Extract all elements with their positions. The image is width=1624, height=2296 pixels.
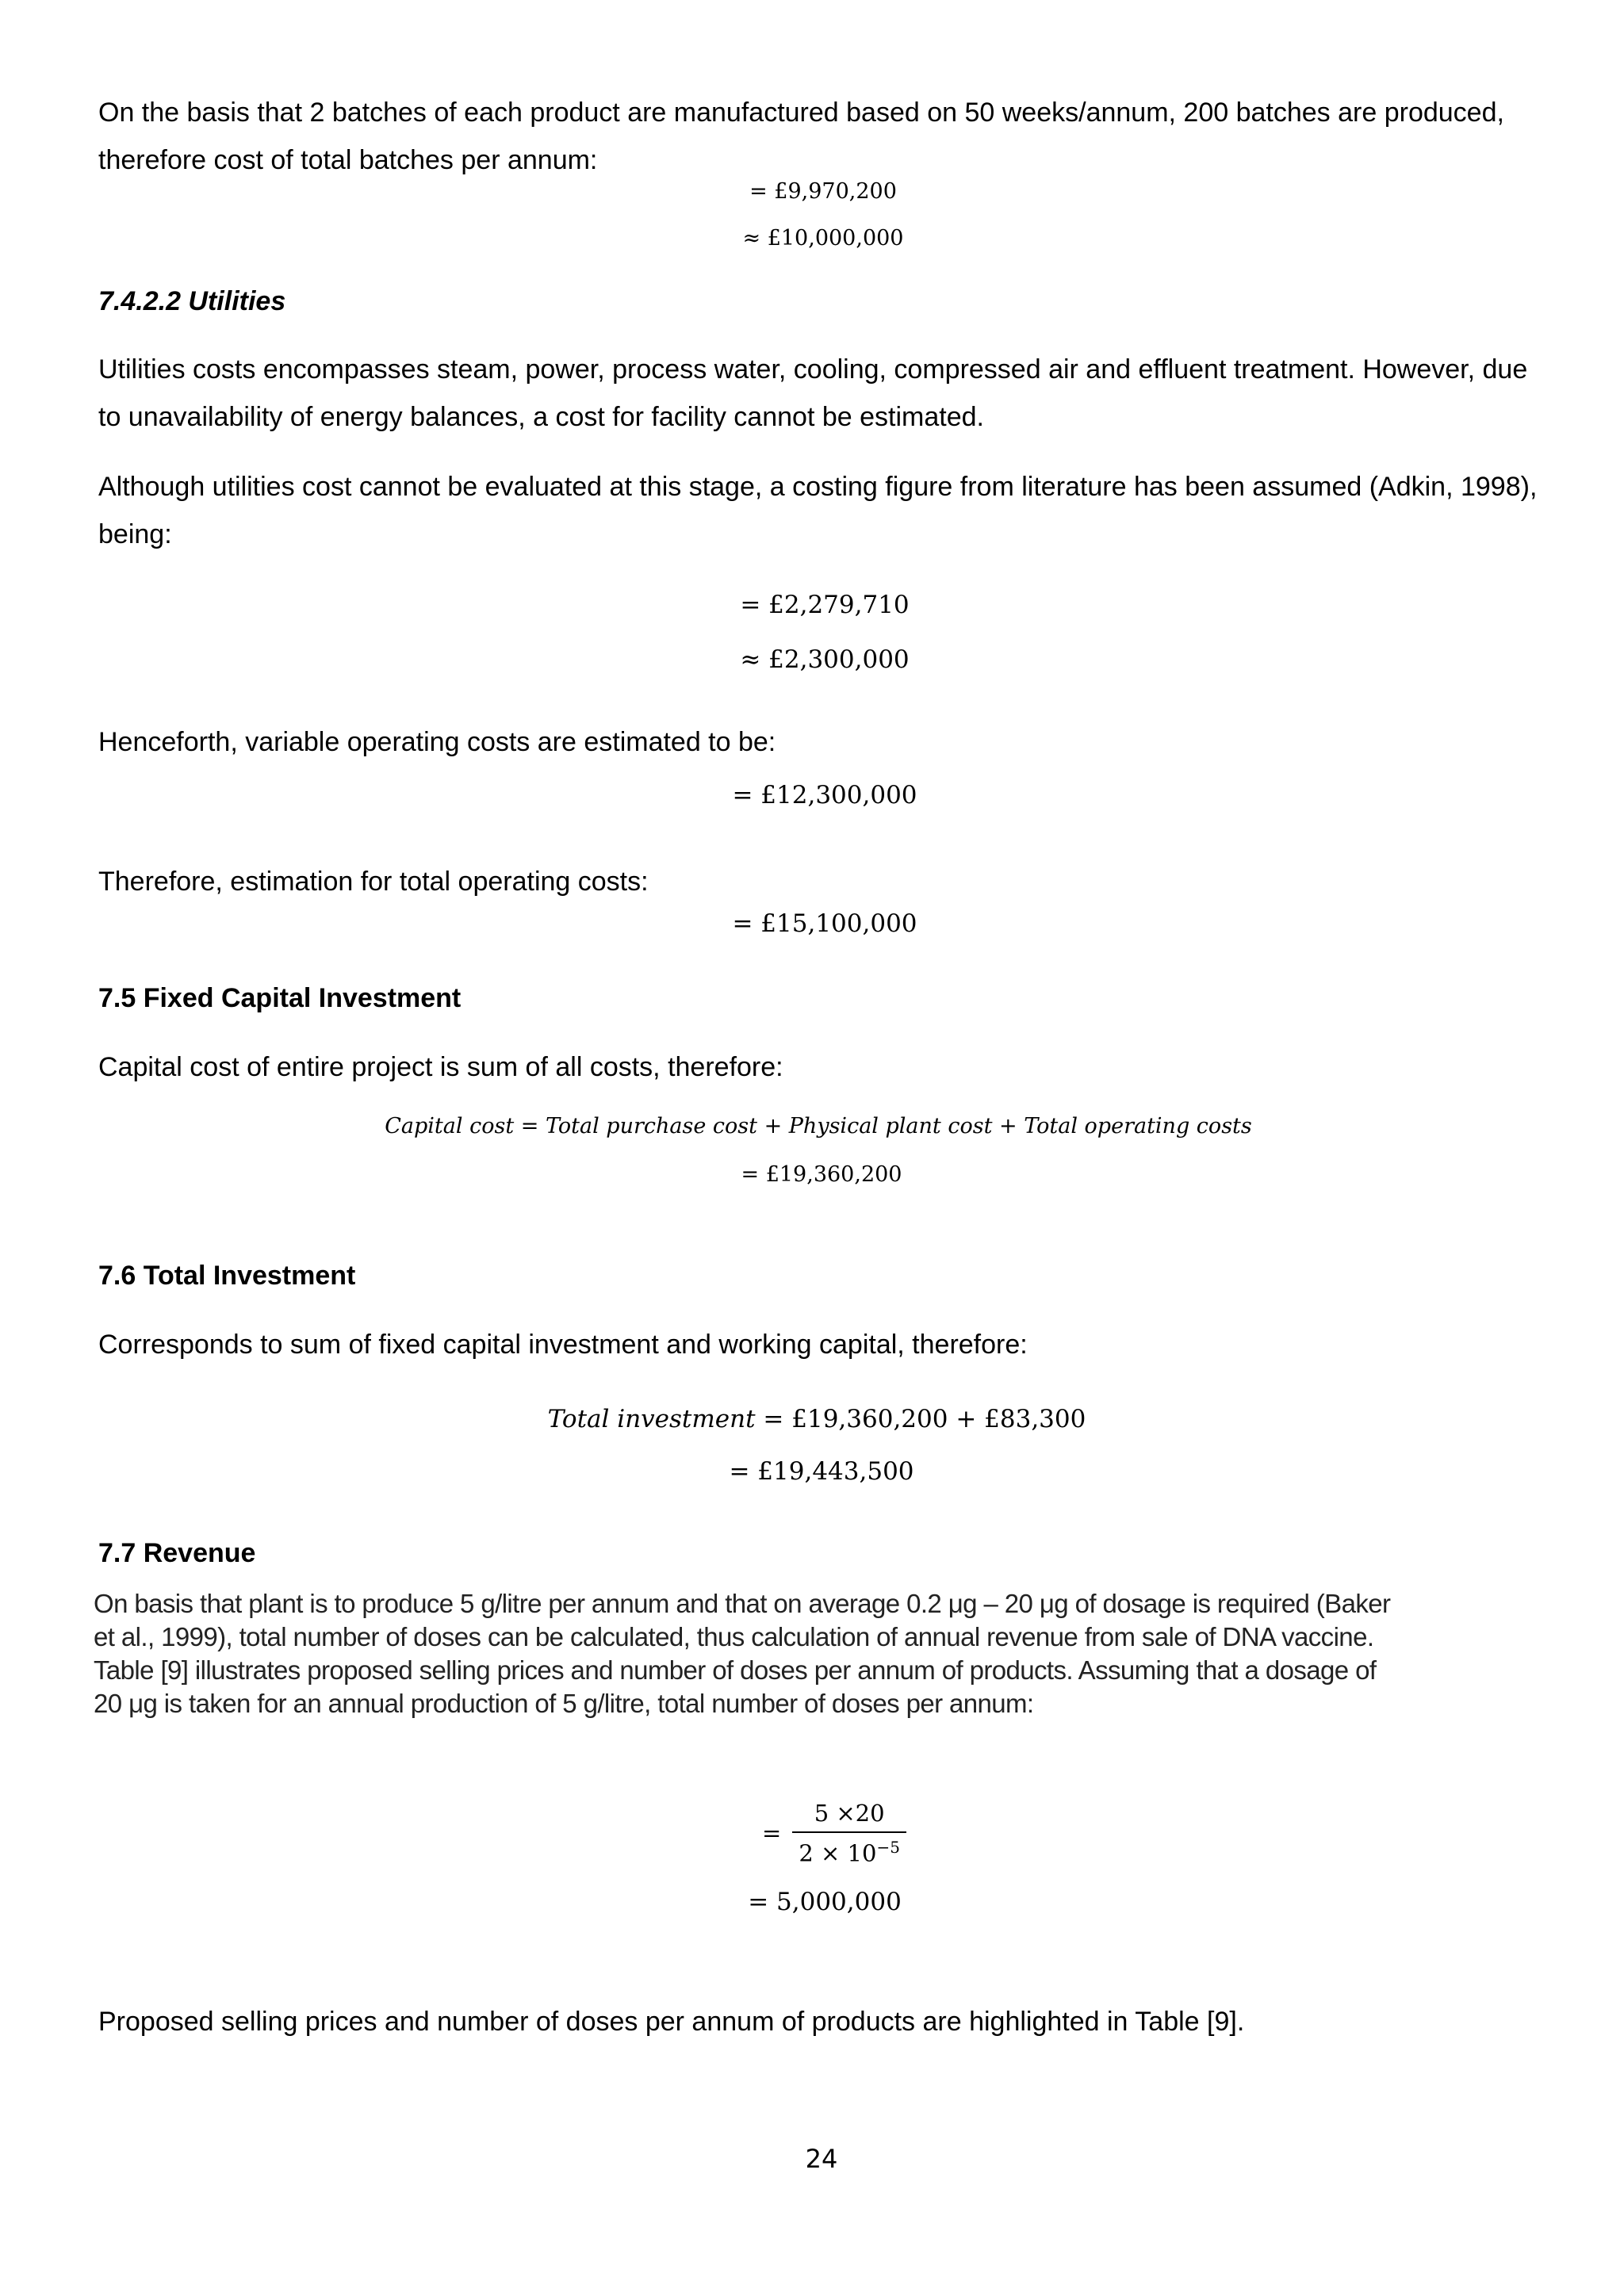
heading-utilities: 7.4.2.2 Utilities bbox=[98, 286, 286, 316]
total-investment-label: Total investment bbox=[547, 1405, 756, 1433]
paragraph-total-operating: Therefore, estimation for total operating costs: bbox=[98, 867, 649, 897]
paragraph-variable-costs: Henceforth, variable operating costs are estimated to be: bbox=[98, 727, 776, 757]
paragraph-capital-cost: Capital cost of entire project is sum of all costs, therefore: bbox=[98, 1052, 783, 1082]
equation-total-investment: = £19,443,500 bbox=[729, 1457, 914, 1486]
paragraph-revenue bbox=[94, 1587, 1473, 1720]
paragraph-total-investment: Corresponds to sum of fixed capital investment and working capital, therefore: bbox=[98, 1330, 1028, 1360]
revenue-line: On basis that plant is to produce 5 g/litre per annum and that on average 0.2 μg – 20 μg of dosage is required (Baker bbox=[94, 1589, 1391, 1618]
paragraph-batches: On the basis that 2 batches of each product are manufactured based on 50 weeks/annum, 200 batches are produced, therefore cost of total batches per annum: bbox=[98, 98, 1504, 175]
fraction-denominator bbox=[792, 1833, 906, 1867]
fraction-denominator-base: 2 × 10 bbox=[799, 1839, 877, 1867]
revenue-line: Table [9] illustrates proposed selling prices and number of doses per annum of products. Assuming that a dosage of bbox=[94, 1655, 1377, 1685]
total-investment-sum: = £19,360,200 + £83,300 bbox=[755, 1405, 1086, 1433]
equation-total-investment-formula bbox=[0, 1407, 1624, 1432]
heading-fixed-capital: 7.5 Fixed Capital Investment bbox=[98, 983, 462, 1013]
equation-capital-formula: Capital cost = Total purchase cost + Physical plant cost + Total operating costs bbox=[385, 1114, 1252, 1138]
revenue-line: et al., 1999), total number of doses can be calculated, thus calculation of annual revenue from sale of DNA vaccine. bbox=[94, 1622, 1374, 1651]
equation-utilities-approx: ≈ £2,300,000 bbox=[740, 645, 910, 674]
paragraph-selling-prices: Proposed selling prices and number of doses per annum of products are highlighted in Table [9]. bbox=[98, 2007, 1245, 2037]
revenue-line: 20 μg is taken for an annual production of 5 g/litre, total number of doses per annum: bbox=[94, 1689, 1034, 1718]
equation-total-operating: = £15,100,000 bbox=[732, 909, 917, 938]
page-number: 24 bbox=[805, 2144, 838, 2174]
fraction-equals: = bbox=[762, 1820, 782, 1847]
heading-total-investment: 7.6 Total Investment bbox=[98, 1261, 356, 1291]
paragraph-utilities-literature: Although utilities cost cannot be evaluated at this stage, a costing figure from literature has been assumed (Adkin, 1998), being: bbox=[98, 472, 1538, 549]
fraction-numerator: 5 ×20 bbox=[792, 1800, 906, 1833]
fraction bbox=[792, 1800, 906, 1867]
heading-revenue: 7.7 Revenue bbox=[98, 1538, 256, 1568]
equation-variable-costs: = £12,300,000 bbox=[732, 781, 917, 809]
equation-capital-cost: = £19,360,200 bbox=[741, 1162, 902, 1187]
equation-doses-total: = 5,000,000 bbox=[748, 1888, 902, 1916]
equation-batches-cost: = £9,970,200 bbox=[749, 179, 897, 204]
equation-utilities-cost: = £2,279,710 bbox=[740, 591, 910, 619]
equation-batches-approx: ≈ £10,000,000 bbox=[742, 226, 904, 251]
paragraph-utilities: Utilities costs encompasses steam, power, process water, cooling, compressed air and effluent treatment. However, due to unavailability of energy balances, a cost for facility cannot be estimated. bbox=[98, 354, 1528, 432]
equation-doses-fraction bbox=[0, 1800, 1624, 1867]
fraction-denominator-exponent: −5 bbox=[876, 1838, 900, 1857]
